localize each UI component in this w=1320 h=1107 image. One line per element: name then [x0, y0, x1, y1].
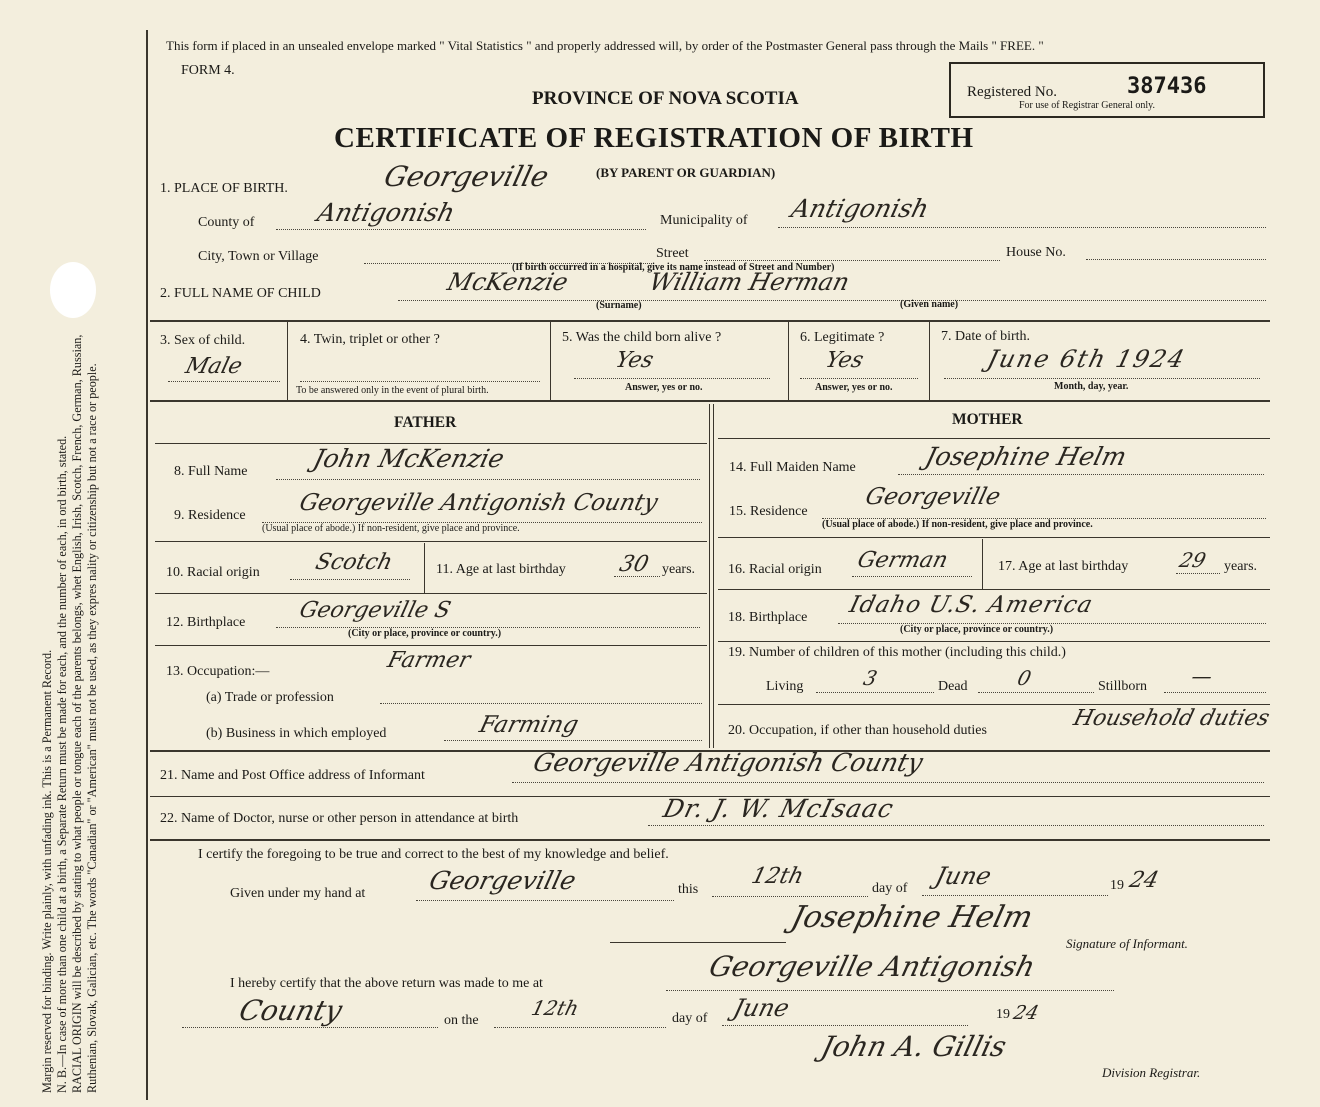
mother-birthplace-value: Idaho U.S. America	[846, 592, 1096, 618]
registrar-day-value: 12th	[529, 996, 582, 1020]
doctor-rule	[648, 825, 1264, 826]
legitimate-rule	[800, 378, 918, 379]
business-value: Farming	[476, 712, 582, 738]
registrar-month-value: June	[730, 994, 793, 1022]
mother-rule	[718, 589, 1270, 590]
binding-margin	[0, 0, 140, 1107]
dob-label: 7. Date of birth.	[941, 329, 1031, 344]
living-rule	[816, 692, 934, 693]
certify-dayof-label: day of	[872, 881, 908, 896]
mother-heading: MOTHER	[952, 411, 1023, 428]
father-age-divider	[424, 543, 425, 593]
father-name-rule	[276, 479, 700, 480]
registrar-statement: I hereby certify that the above return was made to me at	[230, 976, 543, 991]
mother-age-divider	[982, 539, 983, 589]
doctor-label: 22. Name of Doctor, nurse or other person in attendance at birth	[160, 811, 519, 826]
mother-residence-label: 15. Residence	[729, 504, 808, 519]
father-race-rule	[290, 579, 410, 580]
stillborn-rule	[1164, 692, 1266, 693]
doctor-value: Dr. J. W. McIsaac	[660, 794, 898, 823]
row3-divider	[550, 322, 551, 400]
stillborn-label: Stillborn	[1098, 679, 1148, 694]
father-residence-label: 9. Residence	[174, 508, 246, 523]
mother-age-unit: years.	[1224, 559, 1258, 574]
trade-label: (a) Trade or profession	[206, 690, 334, 705]
informant-signature-label: Signature of Informant.	[1066, 936, 1188, 951]
surname-note: (Surname)	[596, 300, 642, 311]
side-note	[40, 13, 100, 1093]
legitimate-label: 6. Legitimate ?	[800, 330, 885, 345]
child-given-value: William Herman	[646, 268, 853, 296]
registrar-county-rule	[182, 1027, 438, 1028]
mother-name-label: 14. Full Maiden Name	[729, 460, 856, 475]
row3-bottom-rule	[150, 400, 1270, 402]
registrar-place-rule	[666, 990, 1114, 991]
alive-value: Yes	[612, 348, 657, 373]
father-age-label: 11. Age at last birthday	[436, 562, 566, 577]
given-name-note: (Given name)	[900, 299, 959, 310]
signature-rule	[610, 942, 786, 943]
side-note-line: RACIAL ORIGIN will be described by stating to what people or tongue each of the parents belongs, whet English, Irish, Scotch, French, German, Russian,	[70, 334, 84, 1093]
dob-value: June 6th 1924	[984, 345, 1189, 373]
trade-rule	[380, 703, 702, 704]
mother-birthplace-label: 18. Birthplace	[728, 610, 808, 625]
form-number: FORM 4.	[181, 63, 235, 78]
father-race-label: 10. Racial origin	[166, 565, 260, 580]
father-birthplace-label: 12. Birthplace	[166, 615, 246, 630]
mother-rule	[718, 438, 1270, 439]
mother-residence-note: (Usual place of abode.) If non-resident, give place and province.	[822, 519, 1093, 530]
registered-number: 387436	[1127, 74, 1207, 99]
parents-divider	[709, 404, 710, 748]
dob-note: Month, day, year.	[1054, 381, 1129, 392]
registrar-day-rule	[494, 1027, 666, 1028]
municipality-label: Municipality of	[660, 213, 748, 228]
certify-month-rule	[922, 895, 1108, 896]
legitimate-value: Yes	[822, 348, 867, 373]
certify-statement: I certify the foregoing to be true and correct to the best of my knowledge and belief.	[198, 847, 669, 862]
side-note-line: Ruthenian, Slovak, Galician, etc. The words "Canadian" or "American" must not be used, as they expres nality or citizenship but not a race or people.	[85, 363, 99, 1093]
dob-rule	[944, 378, 1260, 379]
twin-rule	[300, 381, 540, 382]
sex-value: Male	[182, 354, 245, 379]
father-rule	[155, 645, 707, 646]
mother-race-value: German	[854, 548, 951, 573]
father-residence-note: (Usual place of abode.) If non-resident, give place and province.	[262, 523, 520, 534]
county-value: Antigonish	[314, 198, 458, 227]
business-label: (b) Business in which employed	[206, 726, 387, 741]
place-of-birth-label: 1. PLACE OF BIRTH.	[160, 181, 288, 196]
mother-birthplace-note: (City or place, province or country.)	[900, 624, 1054, 635]
on-the-label: on the	[444, 1013, 479, 1028]
mother-name-value: Josephine Helm	[922, 442, 1130, 471]
section-rule	[150, 839, 1270, 841]
informant-value: Georgeville Antigonish County	[530, 748, 926, 777]
mail-notice: This form if placed in an unsealed envelope marked " Vital Statistics " and properly addressed will, by order of the Postmaster General pass through the Mails " FREE. "	[166, 38, 1044, 53]
hospital-note: (If birth occurred in a hospital, give its name instead of Street and Number)	[512, 262, 835, 273]
house-number-label: House No.	[1006, 245, 1066, 260]
registered-number-box	[949, 62, 1265, 118]
alive-note: Answer, yes or no.	[625, 382, 703, 393]
mother-race-rule	[852, 576, 972, 577]
dead-rule	[978, 692, 1094, 693]
informant-label: 21. Name and Post Office address of Informant	[160, 768, 425, 783]
father-rule	[155, 593, 707, 594]
given-under-label: Given under my hand at	[230, 886, 366, 901]
parents-divider	[713, 404, 714, 748]
father-name-value: John McKenzie	[310, 444, 508, 473]
children-count-label: 19. Number of children of this mother (including this child.)	[728, 645, 1066, 660]
municipality-value: Antigonish	[788, 194, 932, 223]
certify-day-rule	[712, 896, 868, 897]
sex-rule	[168, 381, 280, 382]
mother-occupation-label: 20. Occupation, if other than household duties	[728, 723, 987, 738]
mother-race-label: 16. Racial origin	[728, 562, 822, 577]
father-age-unit: years.	[662, 562, 696, 577]
certificate-title: CERTIFICATE OF REGISTRATION OF BIRTH	[334, 122, 974, 154]
alive-rule	[574, 378, 770, 379]
row3-divider	[788, 322, 789, 400]
margin-rule	[146, 30, 148, 1100]
street-rule	[704, 260, 1000, 261]
street-label: Street	[656, 246, 689, 261]
registrar-signature-label: Division Registrar.	[1102, 1065, 1201, 1080]
given-place-value: Georgeville	[426, 866, 580, 895]
city-label: City, Town or Village	[198, 249, 319, 264]
mother-rule	[718, 641, 1270, 642]
this-label: this	[678, 882, 699, 897]
registrar-place-value: Georgeville Antigonish	[705, 950, 1039, 983]
registrar-signature: John A. Gillis	[817, 1030, 1010, 1063]
living-value: 3	[861, 666, 880, 690]
alive-label: 5. Was the child born alive ?	[562, 330, 722, 345]
mother-occupation-value: Household duties	[1070, 706, 1272, 731]
certify-day-value: 12th	[748, 864, 807, 889]
father-heading: FATHER	[394, 414, 457, 431]
registrar-year-prefix: 19	[996, 1007, 1010, 1022]
certify-year-value: 24	[1126, 868, 1162, 893]
place-of-birth-value: Georgeville	[380, 160, 553, 193]
row3-divider	[287, 322, 288, 400]
registrar-year-value: 24	[1011, 1002, 1041, 1024]
father-birthplace-value: Georgeville S	[296, 598, 454, 623]
row3-top-rule	[150, 320, 1270, 322]
given-place-rule	[416, 900, 674, 901]
father-residence-value: Georgeville Antigonish County	[296, 490, 661, 516]
business-rule	[444, 740, 702, 741]
dead-value: 0	[1015, 666, 1034, 690]
father-age-value: 30	[616, 552, 652, 577]
municipality-rule	[778, 227, 1266, 228]
county-rule	[276, 229, 646, 230]
registrar-county-value: County	[235, 994, 346, 1027]
legitimate-note: Answer, yes or no.	[815, 382, 893, 393]
mother-age-value: 29	[1177, 548, 1209, 572]
twin-label: 4. Twin, triplet or other ?	[300, 332, 440, 347]
father-race-value: Scotch	[312, 550, 396, 575]
twin-note: To be answered only in the event of plural birth.	[296, 385, 489, 396]
child-name-label: 2. FULL NAME OF CHILD	[160, 286, 321, 301]
certify-month-value: June	[932, 862, 995, 890]
mother-rule	[718, 537, 1270, 538]
child-name-rule	[398, 300, 1266, 301]
side-note-line: Margin reserved for binding. Write plainly, with unfading ink. This is a Permanent Record.	[40, 649, 54, 1093]
registrar-dayof-label: day of	[672, 1011, 708, 1026]
row3-divider	[929, 322, 930, 400]
registered-number-label: Registered No.	[967, 84, 1057, 100]
mother-age-rule	[1176, 573, 1220, 574]
certify-year-prefix: 19	[1110, 878, 1124, 893]
father-birthplace-note: (City or place, province or country.)	[348, 628, 502, 639]
father-occupation-label: 13. Occupation:—	[166, 664, 270, 679]
registrar-month-rule	[722, 1025, 968, 1026]
stillborn-value: —	[1189, 664, 1215, 688]
child-surname-value: McKenzie	[444, 268, 571, 296]
registered-number-note: For use of Registrar General only.	[1019, 100, 1155, 111]
province-heading: PROVINCE OF NOVA SCOTIA	[532, 88, 799, 109]
certificate-subtitle: (BY PARENT OR GUARDIAN)	[596, 165, 776, 180]
informant-signature: Josephine Helm	[787, 900, 1037, 935]
mother-residence-value: Georgeville	[862, 484, 1004, 510]
county-label: County of	[198, 215, 255, 230]
dead-label: Dead	[938, 679, 968, 694]
living-label: Living	[766, 679, 804, 694]
punch-hole	[50, 262, 96, 318]
sex-label: 3. Sex of child.	[160, 333, 246, 348]
side-note-line: N. B.—In case of more than one child at a birth, a Separate Return must be made for each, and the number of each, in ord birth, stated.	[55, 435, 69, 1093]
informant-rule	[512, 782, 1264, 783]
house-number-rule	[1086, 259, 1266, 260]
mother-rule	[718, 704, 1270, 705]
mother-name-rule	[898, 474, 1264, 475]
father-name-label: 8. Full Name	[174, 464, 248, 479]
father-occupation-value: Farmer	[384, 648, 473, 673]
mother-age-label: 17. Age at last birthday	[998, 559, 1129, 574]
father-rule	[155, 541, 707, 542]
